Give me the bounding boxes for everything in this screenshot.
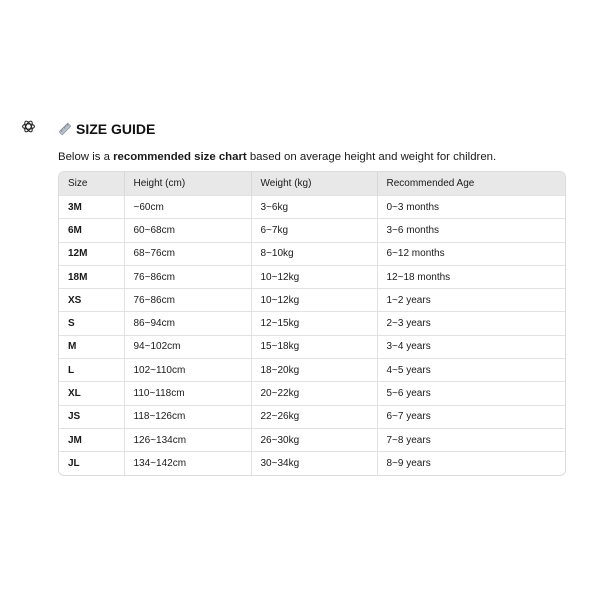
height-cell: 134~142cm bbox=[124, 452, 251, 475]
height-cell: 76~86cm bbox=[124, 265, 251, 288]
header-age: Recommended Age bbox=[377, 172, 565, 196]
size-cell: M bbox=[59, 335, 124, 358]
table-body bbox=[59, 196, 565, 475]
size-cell: S bbox=[59, 312, 124, 335]
table-row bbox=[59, 452, 565, 475]
assistant-message bbox=[58, 118, 566, 476]
age-cell: 3~4 years bbox=[377, 335, 565, 358]
intro-text bbox=[58, 149, 566, 165]
age-cell: 12~18 months bbox=[377, 265, 565, 288]
height-cell: 86~94cm bbox=[124, 312, 251, 335]
table-row bbox=[59, 382, 565, 405]
size-cell: JS bbox=[59, 405, 124, 428]
table-row bbox=[59, 335, 565, 358]
table-row bbox=[59, 219, 565, 242]
table-row bbox=[59, 289, 565, 312]
height-cell: ~60cm bbox=[124, 196, 251, 219]
height-cell: 94~102cm bbox=[124, 335, 251, 358]
table-row bbox=[59, 359, 565, 382]
height-cell: 68~76cm bbox=[124, 242, 251, 265]
age-cell: 3~6 months bbox=[377, 219, 565, 242]
ruler-icon bbox=[58, 122, 72, 136]
size-cell: 12M bbox=[59, 242, 124, 265]
age-cell: 7~8 years bbox=[377, 428, 565, 451]
openai-logo-icon bbox=[21, 119, 36, 134]
size-cell: JM bbox=[59, 428, 124, 451]
weight-cell: 22~26kg bbox=[251, 405, 377, 428]
age-cell: 2~3 years bbox=[377, 312, 565, 335]
size-cell: XS bbox=[59, 289, 124, 312]
height-cell: 102~110cm bbox=[124, 359, 251, 382]
weight-cell: 18~20kg bbox=[251, 359, 377, 382]
size-cell: XL bbox=[59, 382, 124, 405]
height-cell: 60~68cm bbox=[124, 219, 251, 242]
size-table bbox=[59, 172, 565, 475]
age-cell: 1~2 years bbox=[377, 289, 565, 312]
size-cell: 6M bbox=[59, 219, 124, 242]
weight-cell: 15~18kg bbox=[251, 335, 377, 358]
weight-cell: 8~10kg bbox=[251, 242, 377, 265]
table-row bbox=[59, 196, 565, 219]
age-cell: 6~7 years bbox=[377, 405, 565, 428]
size-cell: JL bbox=[59, 452, 124, 475]
height-cell: 110~118cm bbox=[124, 382, 251, 405]
intro-suffix: based on average height and weight for children. bbox=[246, 151, 497, 163]
size-cell: L bbox=[59, 359, 124, 382]
intro-prefix: Below is a bbox=[58, 151, 114, 163]
table-row bbox=[59, 265, 565, 288]
weight-cell: 26~30kg bbox=[251, 428, 377, 451]
table-row bbox=[59, 428, 565, 451]
table-row bbox=[59, 405, 565, 428]
weight-cell: 10~12kg bbox=[251, 289, 377, 312]
table-row bbox=[59, 312, 565, 335]
weight-cell: 10~12kg bbox=[251, 265, 377, 288]
header-size: Size bbox=[59, 172, 124, 196]
weight-cell: 12~15kg bbox=[251, 312, 377, 335]
size-cell: 18M bbox=[59, 265, 124, 288]
table-row bbox=[59, 242, 565, 265]
age-cell: 5~6 years bbox=[377, 382, 565, 405]
header-height: Height (cm) bbox=[124, 172, 251, 196]
weight-cell: 20~22kg bbox=[251, 382, 377, 405]
age-cell: 8~9 years bbox=[377, 452, 565, 475]
weight-cell: 6~7kg bbox=[251, 219, 377, 242]
table-header-row bbox=[59, 172, 565, 196]
heading-title: SIZE GUIDE bbox=[76, 121, 156, 137]
age-cell: 4~5 years bbox=[377, 359, 565, 382]
intro-bold: recommended size chart bbox=[113, 151, 247, 163]
size-table-container bbox=[58, 171, 566, 476]
size-cell: 3M bbox=[59, 196, 124, 219]
section-heading bbox=[58, 118, 566, 140]
age-cell: 0~3 months bbox=[377, 196, 565, 219]
weight-cell: 3~6kg bbox=[251, 196, 377, 219]
height-cell: 76~86cm bbox=[124, 289, 251, 312]
height-cell: 118~126cm bbox=[124, 405, 251, 428]
age-cell: 6~12 months bbox=[377, 242, 565, 265]
header-weight: Weight (kg) bbox=[251, 172, 377, 196]
weight-cell: 30~34kg bbox=[251, 452, 377, 475]
height-cell: 126~134cm bbox=[124, 428, 251, 451]
